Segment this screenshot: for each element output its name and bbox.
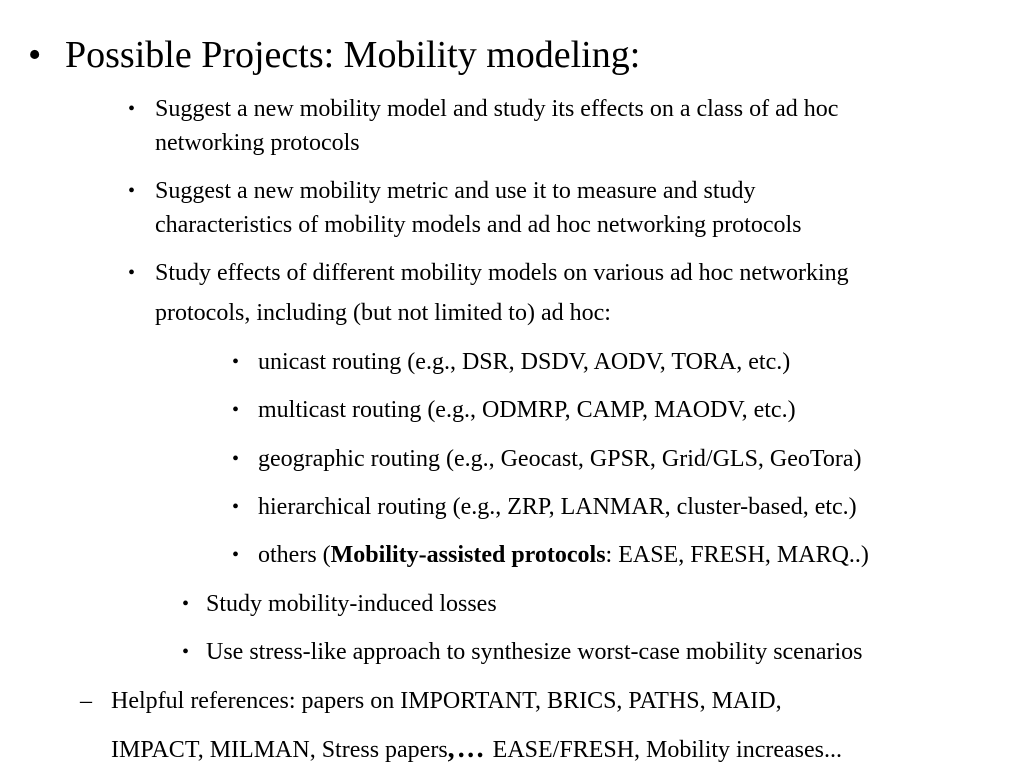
ellipsis: ,… <box>447 733 487 764</box>
bullet-icon: • <box>182 641 190 663</box>
item-line: Study mobility-induced losses <box>206 591 497 617</box>
sub-item-suffix: : EASE, FRESH, MARQ..) <box>605 542 869 568</box>
bullet-icon: • <box>232 351 240 373</box>
bullet-icon: • <box>232 496 240 518</box>
sub-item-prefix: others ( <box>258 542 331 568</box>
item-line: Suggest a new mobility metric and use it to measure and study <box>155 178 756 204</box>
dash-icon: – <box>80 688 92 714</box>
bullet-icon: • <box>232 448 240 470</box>
bullet-icon: • <box>232 399 240 421</box>
references-line: Helpful references: papers on IMPORTANT, BRICS, PATHS, MAID, <box>111 688 782 714</box>
item-line: characteristics of mobility models and ad hoc networking protocols <box>155 212 802 238</box>
item-line: networking protocols <box>155 130 360 156</box>
sub-item <box>258 543 869 567</box>
sub-item: unicast routing (e.g., DSR, DSDV, AODV, TORA, etc.) <box>258 349 791 375</box>
bullet-icon: • <box>232 544 240 566</box>
item-line: Suggest a new mobility model and study its effects on a class of ad hoc <box>155 96 839 122</box>
bullet-icon: • <box>128 98 136 120</box>
item-line: protocols, including (but not limited to) ad hoc: <box>155 300 611 326</box>
references-line <box>111 735 842 763</box>
references-text: IMPACT, MILMAN, Stress papers <box>111 737 448 763</box>
bullet-icon: • <box>128 180 136 202</box>
mobility-assisted-label: Mobility-assisted protocols <box>330 542 606 568</box>
item-line: Use stress-like approach to synthesize worst-case mobility scenarios <box>206 639 863 665</box>
sub-item: hierarchical routing (e.g., ZRP, LANMAR, cluster-based, etc.) <box>258 494 857 520</box>
sub-item: geographic routing (e.g., Geocast, GPSR, Grid/GLS, GeoTora) <box>258 446 862 472</box>
sub-item: multicast routing (e.g., ODMRP, CAMP, MAODV, etc.) <box>258 397 796 423</box>
item-line: Study effects of different mobility models on various ad hoc networking <box>155 260 849 286</box>
bullet-icon: • <box>182 593 190 615</box>
bullet-icon: • <box>128 262 136 284</box>
references-text: EASE/FRESH, Mobility increases... <box>492 737 842 763</box>
slide-title: Possible Projects: Mobility modeling: <box>65 34 641 76</box>
title-bullet: • <box>28 34 42 76</box>
